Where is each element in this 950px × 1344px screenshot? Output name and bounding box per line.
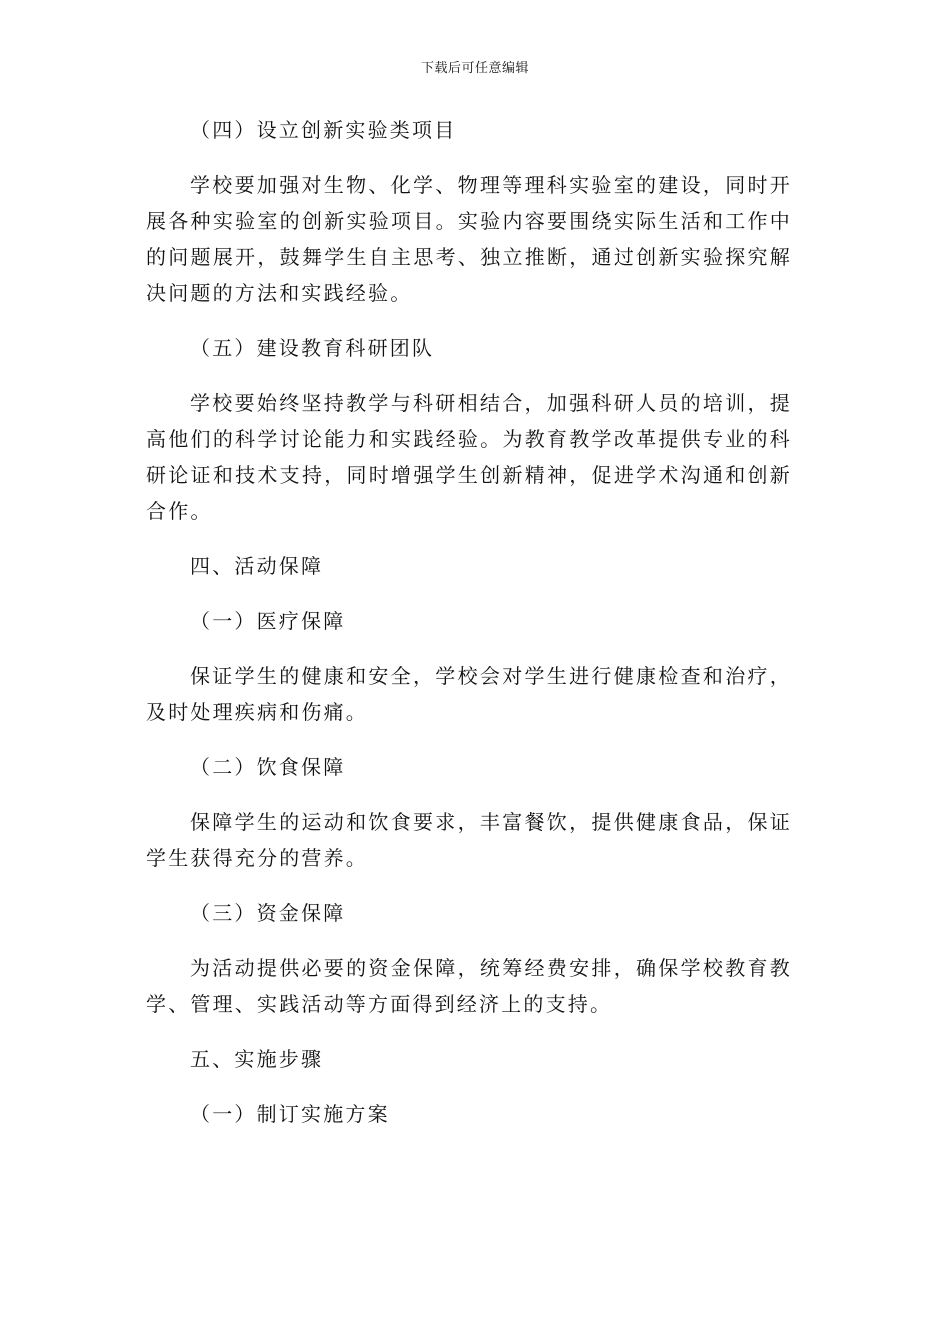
section-heading: 四、活动保障	[190, 554, 324, 578]
subsection-heading: （五）建设教育科研团队	[190, 336, 435, 360]
paragraph: 为活动提供必要的资金保障，统筹经费安排，确保学校教育教学、管理、实践活动等方面得到经济上的支持。	[146, 956, 792, 1016]
subsection-heading: （三）资金保障	[190, 901, 346, 925]
page-header: 下载后可任意编辑	[420, 61, 529, 76]
paragraph: 保障学生的运动和饮食要求，丰富餐饮，提供健康食品，保证学生获得充分的营养。	[146, 810, 792, 870]
subsection-heading: （一）制订实施方案	[190, 1102, 390, 1126]
paragraph: 学校要始终坚持教学与科研相结合，加强科研人员的培训，提高他们的科学讨论能力和实践经验。为教育教学改革提供专业的科研论证和技术支持，同时增强学生创新精神，促进学术沟通和创新合作。	[146, 391, 792, 523]
subsection-heading: （一）医疗保障	[190, 609, 346, 633]
paragraph: 学校要加强对生物、化学、物理等理科实验室的建设，同时开展各种实验室的创新实验项目。实验内容要围绕实际生活和工作中的问题展开，鼓舞学生自主思考、独立推断，通过创新实验探究解决问题的方法和实践经验。	[146, 173, 792, 305]
paragraph: 保证学生的健康和安全，学校会对学生进行健康检查和治疗，及时处理疾病和伤痛。	[146, 664, 792, 724]
subsection-heading: （四）设立创新实验类项目	[190, 118, 457, 142]
subsection-heading: （二）饮食保障	[190, 755, 346, 779]
document-body	[146, 112, 792, 1151]
section-heading: 五、实施步骤	[190, 1047, 324, 1071]
